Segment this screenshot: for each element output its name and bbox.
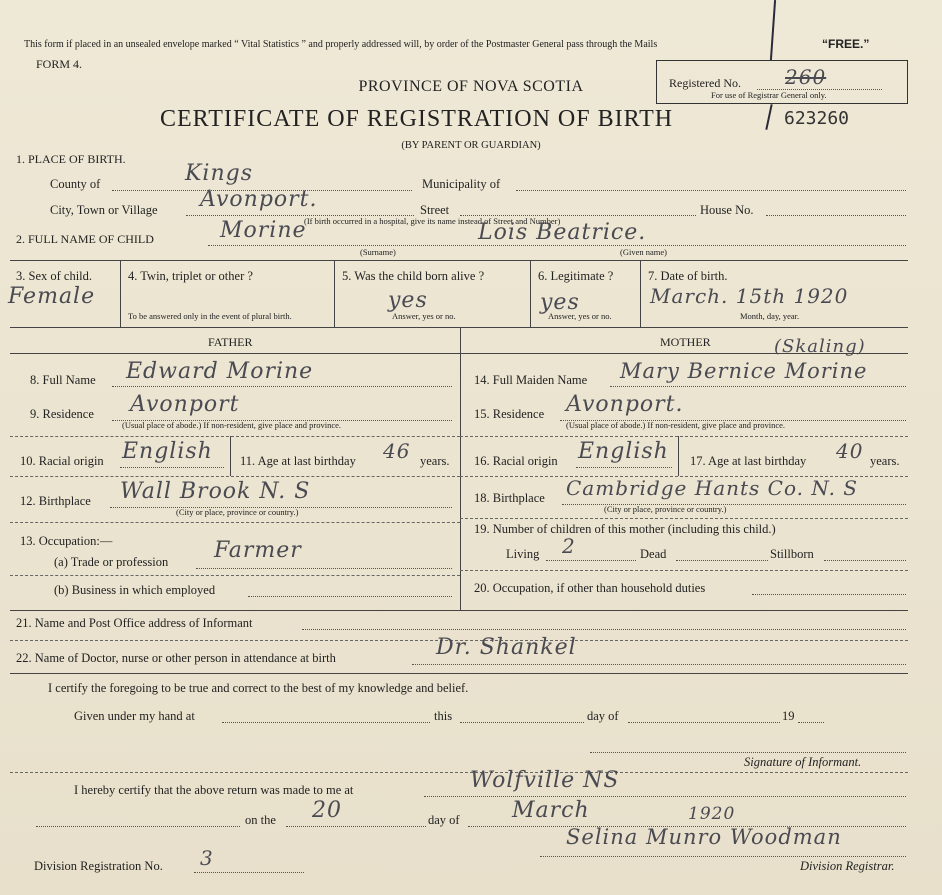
- city-value: Avonport.: [200, 187, 318, 212]
- certificate-subtitle: (BY PARENT OR GUARDIAN): [401, 140, 541, 151]
- trade-label: (a) Trade or profession: [54, 555, 169, 569]
- street-label: Street: [420, 203, 450, 217]
- division-registration-label: Division Registration No.: [34, 859, 163, 873]
- county-label: County of: [50, 177, 101, 191]
- mother-years-label: years.: [870, 454, 900, 468]
- registrar-note: For use of Registrar General only.: [711, 90, 827, 100]
- stamp-number: 623260: [784, 108, 850, 129]
- place-of-birth-heading: 1. PLACE OF BIRTH.: [16, 152, 126, 166]
- registered-number-box: [656, 60, 908, 104]
- registration-day-value: 20: [312, 798, 342, 823]
- father-age-value: 46: [383, 439, 411, 463]
- trade-value: Farmer: [214, 538, 302, 563]
- mailing-notice: This form if placed in an unsealed envelope marked “ Vital Statistics ” and properly addressed will, by order of the Postmaster General pass through the Mails: [24, 39, 658, 50]
- legitimate-value: yes: [540, 290, 580, 315]
- certificate-title: CERTIFICATE OF REGISTRATION OF BIRTH: [160, 106, 674, 132]
- alive-note: Answer, yes or no.: [392, 311, 456, 321]
- sex-value: Female: [8, 284, 96, 309]
- free-label: “FREE.”: [822, 37, 870, 51]
- living-label: Living: [506, 547, 540, 561]
- children-count-label: 19. Number of children of this mother (including this child.): [474, 522, 776, 536]
- legitimate-note: Answer, yes or no.: [548, 311, 612, 321]
- province-heading: PROVINCE OF NOVA SCOTIA: [358, 78, 584, 95]
- this-label: this: [434, 709, 453, 723]
- father-years-label: years.: [420, 454, 450, 468]
- registration-place-value: Wolfville NS: [470, 768, 620, 793]
- dead-label: Dead: [640, 547, 667, 561]
- mother-residence-label: 15. Residence: [474, 407, 545, 421]
- surname-caption: (Surname): [360, 247, 396, 257]
- given-caption: (Given name): [620, 247, 667, 257]
- business-label: (b) Business in which employed: [54, 583, 216, 597]
- mother-birthplace-value: Cambridge Hants Co. N. S: [566, 476, 858, 500]
- father-birthplace-value: Wall Brook N. S: [120, 479, 311, 504]
- mother-racial-value: English: [578, 439, 669, 464]
- mother-residence-note: (Usual place of abode.) If non-resident, give place and province.: [566, 420, 786, 430]
- mother-heading: MOTHER: [660, 335, 711, 349]
- doctor-value: Dr. Shankel: [436, 635, 577, 660]
- mother-residence-value: Avonport.: [566, 392, 684, 417]
- division-registration-value: 3: [200, 846, 214, 870]
- mother-name-label: 14. Full Maiden Name: [474, 373, 588, 387]
- father-name-value: Edward Morine: [126, 359, 314, 384]
- mother-racial-label: 16. Racial origin: [474, 454, 558, 468]
- registration-month-value: March: [512, 798, 590, 823]
- mother-maiden-insert: (Skaling): [774, 336, 866, 357]
- informant-label: 21. Name and Post Office address of Informant: [16, 616, 253, 630]
- day-of-label: day of: [587, 709, 619, 723]
- child-name-label: 2. FULL NAME OF CHILD: [16, 232, 154, 246]
- legitimate-label: 6. Legitimate ?: [538, 269, 614, 283]
- sex-label: 3. Sex of child.: [16, 269, 93, 283]
- father-residence-note: (Usual place of abode.) If non-resident, give place and province.: [122, 420, 342, 430]
- alive-value: yes: [388, 288, 428, 313]
- on-the-label: on the: [245, 813, 276, 827]
- date-label: 7. Date of birth.: [648, 269, 728, 283]
- father-residence-label: 9. Residence: [30, 407, 94, 421]
- father-age-label: 11. Age at last birthday: [240, 454, 356, 468]
- father-name-label: 8. Full Name: [30, 373, 96, 387]
- stillborn-label: Stillborn: [770, 547, 814, 561]
- city-label: City, Town or Village: [50, 203, 158, 217]
- mother-age-value: 40: [836, 439, 864, 463]
- date-note: Month, day, year.: [740, 311, 800, 321]
- form-number: FORM 4.: [36, 57, 83, 71]
- registrar-certify-statement: I hereby certify that the above return was made to me at: [74, 783, 354, 797]
- living-value: 2: [562, 534, 576, 558]
- given-at-label: Given under my hand at: [74, 709, 195, 723]
- mother-birthplace-note: (City or place, province or country.): [604, 504, 727, 514]
- year-prefix: 19: [782, 709, 795, 723]
- child-given-value: Lois Beatrice.: [478, 220, 647, 245]
- doctor-label: 22. Name of Doctor, nurse or other person in attendance at birth: [16, 651, 336, 665]
- mother-name-value: Mary Bernice Morine: [620, 359, 868, 383]
- registrar-signature: Selina Munro Woodman: [566, 825, 842, 849]
- registered-value: 260: [785, 65, 827, 89]
- registration-day-of-label: day of: [428, 813, 460, 827]
- county-value: Kings: [185, 161, 254, 186]
- hospital-note: (If birth occurred in a hospital, give its name instead of Street and Number): [304, 216, 561, 226]
- father-heading: FATHER: [208, 335, 253, 349]
- registered-label: Registered No.: [669, 76, 741, 90]
- house-no-label: House No.: [700, 203, 754, 217]
- twin-label: 4. Twin, triplet or other ?: [128, 269, 253, 283]
- mother-age-label: 17. Age at last birthday: [690, 454, 807, 468]
- registrar-signature-caption: Division Registrar.: [800, 859, 895, 873]
- child-surname-value: Morine: [220, 218, 307, 243]
- mother-occupation-label: 20. Occupation, if other than household duties: [474, 581, 706, 595]
- twin-note: To be answered only in the event of plural birth.: [128, 311, 292, 321]
- father-birthplace-label: 12. Birthplace: [20, 494, 91, 508]
- mother-birthplace-label: 18. Birthplace: [474, 491, 545, 505]
- municipality-label: Municipality of: [422, 177, 501, 191]
- father-racial-value: English: [122, 439, 213, 464]
- father-birthplace-note: (City or place, province or country.): [176, 507, 299, 517]
- certify-statement: I certify the foregoing to be true and correct to the best of my knowledge and belief.: [48, 681, 469, 695]
- father-racial-label: 10. Racial origin: [20, 454, 104, 468]
- pen-stroke: [770, 0, 776, 60]
- father-residence-value: Avonport: [130, 392, 240, 417]
- alive-label: 5. Was the child born alive ?: [342, 269, 485, 283]
- date-value: March. 15th 1920: [650, 284, 849, 308]
- pen-stroke-2: [765, 104, 772, 130]
- registration-year-value: 1920: [688, 804, 736, 824]
- informant-signature-caption: Signature of Informant.: [744, 755, 862, 769]
- father-occupation-label: 13. Occupation:—: [20, 534, 113, 548]
